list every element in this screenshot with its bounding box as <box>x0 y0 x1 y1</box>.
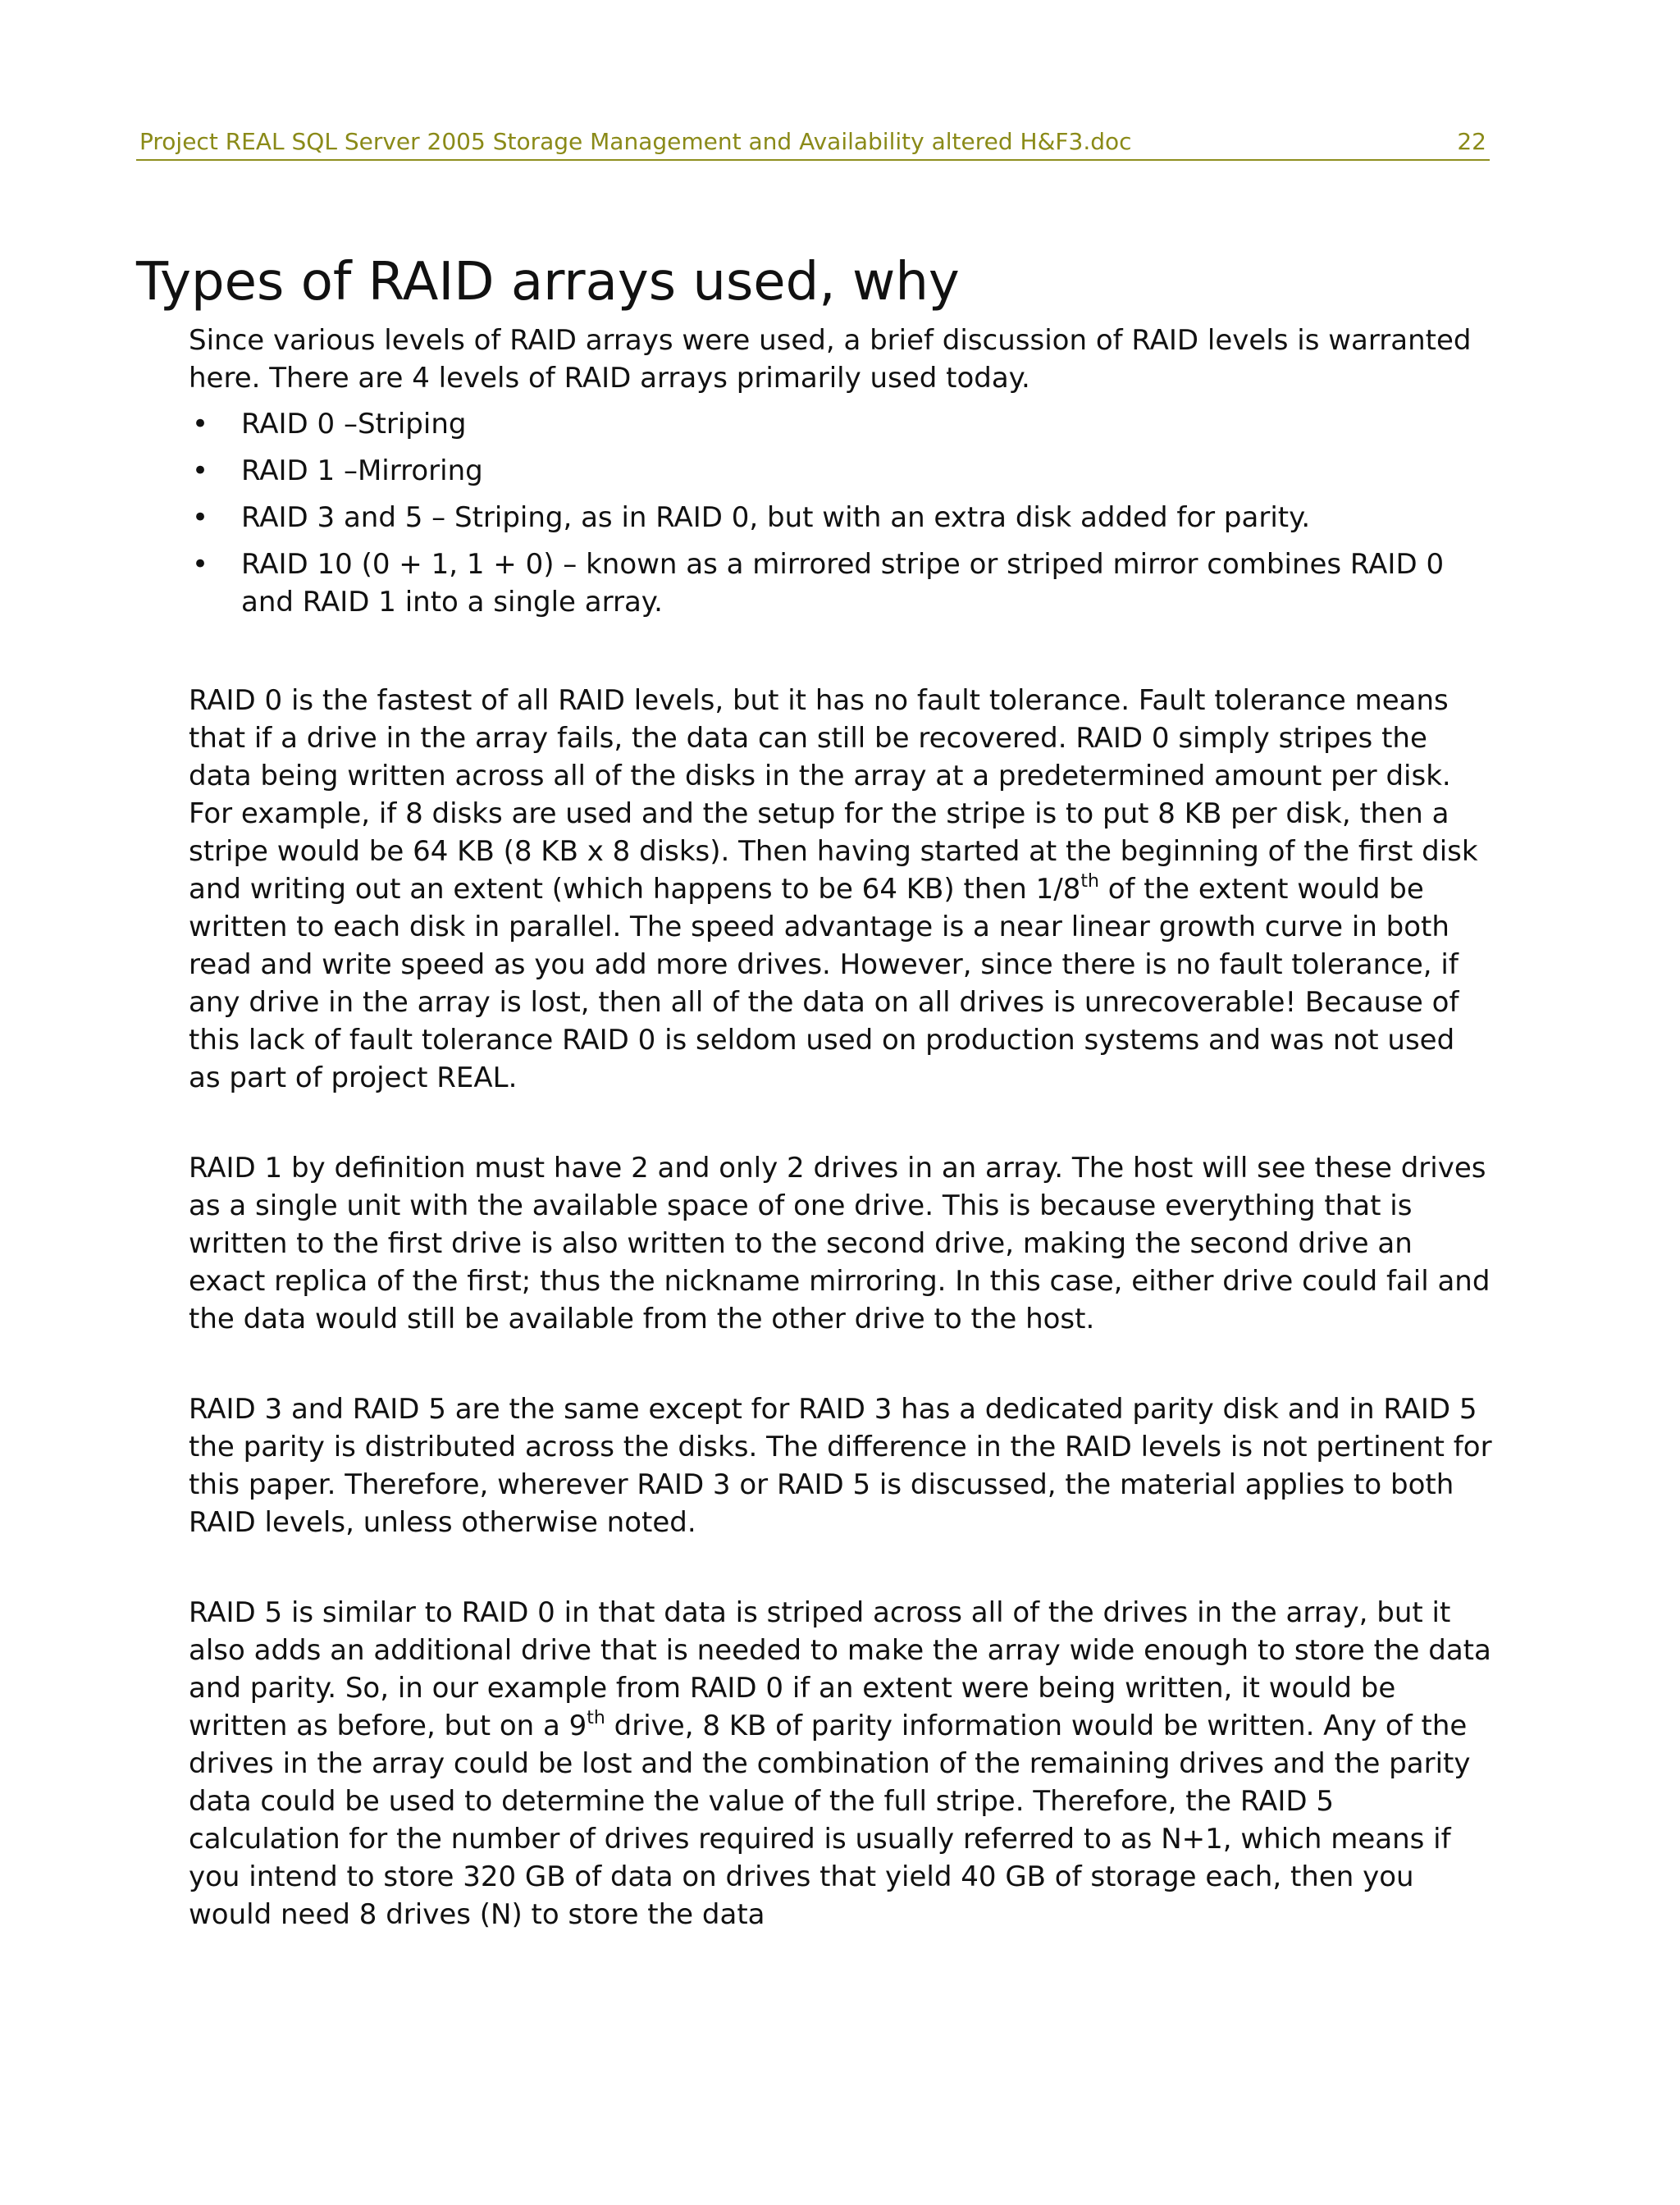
raid0-paragraph <box>189 682 1493 1097</box>
raid1-paragraph: RAID 1 by definition must have 2 and only 2 drives in an array. The host will see these drives as a single unit with the available space of one drive. This is because everything that is written to the first drive is also written to the second drive, making the second drive an exact replica of the first; thus the nickname mirroring. In this case, either drive could fail and the data would still be available from the other drive to the host. <box>189 1152 1491 1335</box>
list-item-text: RAID 0 –Striping <box>241 408 467 441</box>
bullet-icon: • <box>192 501 209 534</box>
raid5-paragraph <box>189 1594 1493 1933</box>
raid5-text-start: RAID 5 is similar to RAID 0 in that data is striped across all of the drives in the array, but it also adds an additional drive that is needed to make the array wide enough to store the data and parity. So, in our example from RAID 0 if an extent were being written, it would be written as before, but on a 9 <box>189 1596 1491 1742</box>
document-title: Project REAL SQL Server 2005 Storage Management and Availability altered H&F3.doc <box>139 128 1132 155</box>
bullet-icon: • <box>192 548 209 581</box>
raid0-text-start: RAID 0 is the fastest of all RAID levels, but it has no fault tolerance. Fault tolerance means that if a drive in the array fails, the data can still be recovered. RAID 0 simply stripes the data being written across all of the disks in the array at a predetermined amount per disk. For example, if 8 disks are used and the setup for the stripe is to put 8 KB per disk, then a stripe would be 64 KB (8 KB x 8 disks). Then having started at the beginning of the first disk and writing out an extent (which happens to be 64 KB) then 1/8 <box>189 684 1478 906</box>
bullet-icon: • <box>192 408 209 441</box>
page-number: 22 <box>1457 128 1486 155</box>
list-item <box>189 499 1493 536</box>
list-item-text: RAID 10 (0 + 1, 1 + 0) – known as a mirrored stripe or striped mirror combines RAID 0 and RAID 1 into a single array. <box>241 548 1445 619</box>
list-item-text: RAID 1 –Mirroring <box>241 454 483 487</box>
raid-levels-list <box>189 405 1493 621</box>
raid0-text-end: of the extent would be written to each disk in parallel. The speed advantage is a near linear growth curve in both read and write speed as you add more drives. However, since there is no fault tolerance, if any drive in the array is lost, then all of the data on all drives is unrecoverable! Because of this lack of fault tolerance RAID 0 is seldom used on production systems and was not used as part of project REAL. <box>189 873 1459 1094</box>
raid3-raid5-paragraph: RAID 3 and RAID 5 are the same except for RAID 3 has a dedicated parity disk and in RAID 5 the parity is distributed across the disks. The difference in the RAID levels is not pertinent for this paper. Therefore, wherever RAID 3 or RAID 5 is discussed, the material applies to both RAID levels, unless otherwise noted. <box>189 1393 1492 1539</box>
raid5-text-end: drive, 8 KB of parity information would be written. Any of the drives in the array could be lost and the combination of the remaining drives and the parity data could be used to determine the value of the full stripe. Therefore, the RAID 5 calculation for the number of drives required is usually referred to as N+1, which means if you intend to store 320 GB of data on drives that yield 40 GB of storage each, then you would need 8 drives (N) to store the data <box>189 1710 1471 1931</box>
section-heading: Types of RAID arrays used, why <box>136 252 960 313</box>
page-header <box>136 126 1490 161</box>
list-item <box>189 405 1493 443</box>
ordinal-superscript: th <box>1080 871 1099 892</box>
list-item <box>189 452 1493 490</box>
intro-paragraph: Since various levels of RAID arrays were used, a brief discussion of RAID levels is warranted here. There are 4 levels of RAID arrays primarily used today. <box>189 324 1472 395</box>
ordinal-superscript: th <box>587 1708 605 1728</box>
bullet-icon: • <box>192 454 209 487</box>
section-body <box>189 322 1493 1933</box>
list-item <box>189 546 1493 621</box>
list-item-text: RAID 3 and 5 – Striping, as in RAID 0, but with an extra disk added for parity. <box>241 501 1311 534</box>
